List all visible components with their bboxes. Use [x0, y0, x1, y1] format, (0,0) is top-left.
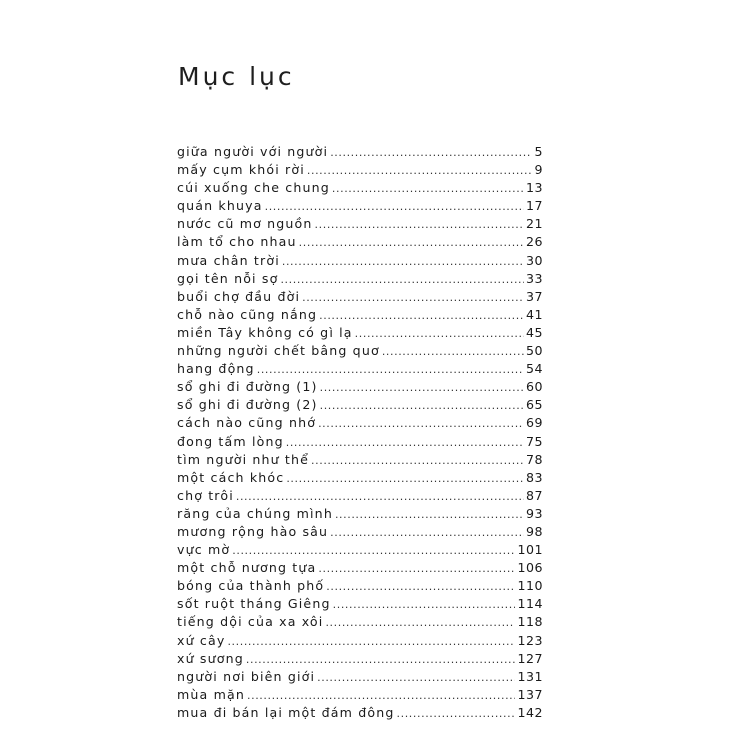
- toc-dot-leader: [318, 415, 524, 433]
- toc-entry-page-number: 60: [525, 379, 543, 395]
- toc-entry: [177, 469, 543, 487]
- toc-entry-page-number: 45: [525, 324, 543, 340]
- toc-entry-page-number: 9: [534, 162, 543, 178]
- toc-dot-leader: [311, 452, 524, 470]
- toc-dot-leader: [382, 343, 524, 361]
- toc-dot-leader: [227, 633, 515, 651]
- toc-dot-leader: [246, 651, 516, 669]
- toc-entry-page-number: 78: [525, 451, 543, 467]
- toc-entry-title: chợ trôi: [177, 487, 234, 503]
- toc-entry-title: xứ sương: [177, 650, 244, 666]
- toc-entry-title: tiếng dội của xa xôi: [177, 614, 324, 630]
- toc-entry-page-number: 114: [517, 596, 543, 612]
- toc-entry: [177, 559, 543, 577]
- toc-entry-title: mưa chân trời: [177, 252, 280, 268]
- toc-entry-page-number: 118: [517, 614, 543, 630]
- toc-dot-leader: [247, 687, 515, 705]
- toc-entry-page-number: 93: [525, 505, 543, 521]
- toc-entry-page-number: 33: [525, 270, 543, 286]
- toc-entry: [177, 505, 543, 523]
- toc-entry: [177, 378, 543, 396]
- toc-entry-page-number: 37: [525, 288, 543, 304]
- toc-entry: [177, 324, 543, 342]
- table-of-contents: [177, 143, 543, 722]
- toc-entry: [177, 179, 543, 197]
- toc-entry-page-number: 50: [525, 343, 543, 359]
- toc-entry: [177, 215, 543, 233]
- toc-entry-title: cúi xuống che chung: [177, 180, 330, 196]
- toc-entry-page-number: 142: [517, 704, 543, 720]
- toc-entry-page-number: 65: [525, 397, 543, 413]
- toc-entry: [177, 632, 543, 650]
- toc-entry-title: mùa mặn: [177, 686, 245, 702]
- toc-entry: [177, 252, 543, 270]
- toc-entry-page-number: 131: [517, 668, 543, 684]
- toc-entry: [177, 306, 543, 324]
- toc-dot-leader: [318, 560, 515, 578]
- toc-entry-title: mua đi bán lại một đám đông: [177, 704, 395, 720]
- toc-entry-page-number: 87: [525, 487, 543, 503]
- toc-entry: [177, 523, 543, 541]
- toc-entry: [177, 451, 543, 469]
- toc-entry-title: sổ ghi đi đường (1): [177, 379, 318, 395]
- toc-dot-leader: [307, 162, 533, 180]
- toc-dot-leader: [320, 379, 524, 397]
- toc-dot-leader: [335, 506, 524, 524]
- toc-entry-title: nước cũ mơ nguồn: [177, 216, 313, 232]
- toc-entry-title: sổ ghi đi đường (2): [177, 397, 318, 413]
- toc-entry: [177, 288, 543, 306]
- toc-entry-title: mấy cụm khói rời: [177, 162, 305, 178]
- toc-entry-page-number: 26: [525, 234, 543, 250]
- toc-entry-page-number: 13: [525, 180, 543, 196]
- toc-entry-title: làm tổ cho nhau: [177, 234, 297, 250]
- toc-entry-title: mương rộng hào sâu: [177, 523, 329, 539]
- toc-entry: [177, 233, 543, 251]
- toc-entry: [177, 650, 543, 668]
- toc-entry: [177, 270, 543, 288]
- toc-dot-leader: [326, 578, 515, 596]
- toc-dot-leader: [302, 289, 524, 307]
- toc-dot-leader: [299, 234, 524, 252]
- toc-dot-leader: [355, 325, 524, 343]
- toc-entry-title: răng của chúng mình: [177, 505, 333, 521]
- toc-dot-leader: [315, 216, 524, 234]
- toc-dot-leader: [232, 542, 515, 560]
- toc-dot-leader: [286, 470, 524, 488]
- toc-entry-title: giữa người với người: [177, 144, 329, 159]
- toc-entry: [177, 396, 543, 414]
- toc-entry-title: đong tấm lòng: [177, 433, 284, 449]
- toc-entry-title: tìm người như thể: [177, 451, 310, 467]
- toc-entry-page-number: 98: [525, 523, 543, 539]
- toc-entry-page-number: 101: [517, 542, 543, 558]
- toc-entry: [177, 360, 543, 378]
- toc-entry-page-number: 21: [525, 216, 543, 232]
- toc-entry-page-number: 83: [525, 469, 543, 485]
- page-title: Mục lục: [178, 62, 295, 91]
- toc-entry: [177, 487, 543, 505]
- toc-entry-page-number: 123: [517, 632, 543, 648]
- toc-entry-page-number: 41: [525, 306, 543, 322]
- toc-entry-title: miền Tây không có gì lạ: [177, 324, 353, 340]
- toc-entry-title: xứ cây: [177, 632, 226, 648]
- toc-entry-title: quán khuya: [177, 198, 263, 214]
- toc-dot-leader: [325, 614, 515, 632]
- toc-entry-title: sốt ruột tháng Giêng: [177, 596, 331, 612]
- toc-entry: [177, 704, 543, 722]
- toc-entry: [177, 613, 543, 631]
- toc-entry-page-number: 137: [517, 686, 543, 702]
- toc-entry-title: một chỗ nương tựa: [177, 560, 317, 576]
- toc-entry-page-number: 106: [517, 560, 543, 576]
- toc-entry-title: buổi chợ đầu đời: [177, 288, 301, 304]
- toc-entry-page-number: 69: [525, 415, 543, 431]
- toc-entry-page-number: 30: [525, 252, 543, 268]
- toc-entry: [177, 541, 543, 559]
- toc-entry: [177, 143, 543, 161]
- toc-dot-leader: [319, 307, 524, 325]
- toc-dot-leader: [397, 705, 516, 723]
- toc-dot-leader: [282, 253, 524, 271]
- toc-entry-title: vực mờ: [177, 542, 231, 558]
- toc-entry-title: hang động: [177, 361, 255, 377]
- toc-entry: [177, 197, 543, 215]
- toc-entry: [177, 595, 543, 613]
- toc-entry-title: người nơi biên giới: [177, 668, 316, 684]
- toc-entry-page-number: 17: [525, 198, 543, 214]
- toc-entry-page-number: 54: [525, 361, 543, 377]
- toc-entry-page-number: 75: [525, 433, 543, 449]
- toc-entry-page-number: 110: [517, 578, 543, 594]
- toc-entry: [177, 342, 543, 360]
- toc-entry-title: một cách khóc: [177, 469, 285, 485]
- toc-entry-title: những người chết bâng quơ: [177, 343, 380, 359]
- toc-dot-leader: [333, 596, 516, 614]
- toc-entry: [177, 668, 543, 686]
- toc-dot-leader: [236, 488, 524, 506]
- toc-entry: [177, 161, 543, 179]
- toc-dot-leader: [317, 669, 515, 687]
- toc-dot-leader: [257, 361, 524, 379]
- toc-entry-title: gọi tên nỗi sợ: [177, 270, 279, 286]
- toc-dot-leader: [265, 198, 524, 216]
- toc-entry-title: bóng của thành phố: [177, 578, 325, 594]
- toc-dot-leader: [320, 397, 524, 415]
- toc-dot-leader: [280, 271, 524, 289]
- toc-entry: [177, 414, 543, 432]
- toc-entry: [177, 577, 543, 595]
- toc-entry-title: chỗ nào cũng nắng: [177, 306, 318, 322]
- toc-entry-title: cách nào cũng nhớ: [177, 415, 317, 431]
- toc-entry: [177, 433, 543, 451]
- toc-dot-leader: [330, 144, 532, 162]
- toc-entry: [177, 686, 543, 704]
- toc-entry-page-number: 5: [534, 144, 543, 159]
- toc-dot-leader: [330, 524, 524, 542]
- toc-dot-leader: [332, 180, 524, 198]
- toc-dot-leader: [286, 434, 524, 452]
- toc-entry-page-number: 127: [517, 650, 543, 666]
